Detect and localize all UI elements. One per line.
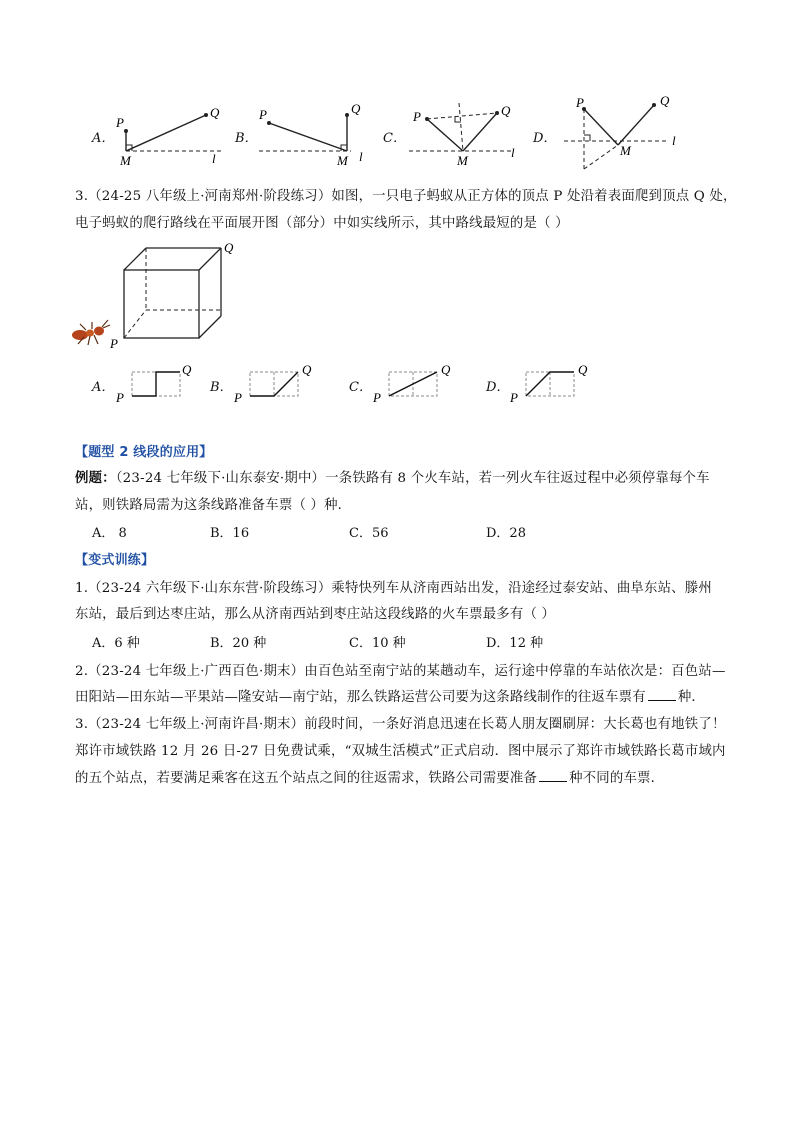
- line-l-label: l: [511, 145, 515, 160]
- q3-option-d-figure: [506, 362, 596, 404]
- point-p-label: P: [373, 390, 381, 404]
- example-line1: [75, 467, 710, 486]
- q3-option-c-figure: [369, 362, 459, 404]
- variant3-line3-text: 的五个站点，若要满足乘客在这五个站点之间的往返需求，铁路公司需要准备: [75, 771, 538, 786]
- cube-point-p-label: P: [110, 336, 118, 351]
- q3-stem-line1: 3.（24-25 八年级上·河南郑州·阶段练习）如图，一只电子蚂蚁从正方体的顶点 P 处沿着表面爬到顶点 Q 处，: [75, 189, 737, 204]
- point-p-label: P: [576, 95, 584, 110]
- q2-option-b-label: B．: [235, 131, 258, 146]
- point-p-label: P: [116, 115, 124, 130]
- point-p-label: P: [234, 390, 242, 404]
- variant-header: 【变式训练】: [75, 553, 155, 568]
- variant2-line2: [75, 686, 705, 705]
- example-option-d: D．28: [486, 526, 526, 541]
- line-l-label: l: [672, 133, 676, 148]
- example-text: （23-24 七年级下·山东泰安·期中）一条铁路有 8 个火车站，若一列火车往返过程中必须停靠每个车: [115, 471, 710, 486]
- q3-option-a-figure: [112, 362, 192, 404]
- point-q-label: Q: [302, 362, 312, 377]
- variant3-line3: [75, 767, 664, 786]
- variant2-line1: 2.（23-24 七年级上·广西百色·期末）由百色站至南宁站的某趟动车，运行途中停靠的车站依次是：百色站—: [75, 664, 726, 679]
- answer-blank: [648, 689, 676, 701]
- point-q-label: Q: [660, 95, 670, 108]
- point-q-label: Q: [182, 362, 192, 377]
- variant1-option-b: B．20 种: [210, 636, 267, 651]
- line-l-label: l: [212, 151, 216, 166]
- point-m-label: M: [620, 143, 631, 158]
- variant1-line2: 东站，最后到达枣庄站，那么从济南西站到枣庄站这段线路的火车票最多有（ ）: [75, 607, 556, 622]
- point-p-label: P: [413, 109, 421, 124]
- q3-options-row: [0, 360, 794, 408]
- variant1-option-a: A．6 种: [92, 636, 140, 651]
- variant3-line2: 郑许市域铁路 12 月 26 日-27 日免费试乘，“双城生活模式”正式启动．图中展示了郑许市域铁路长葛市域内: [75, 744, 726, 759]
- answer-blank: [539, 770, 567, 782]
- point-p-label: P: [116, 390, 124, 404]
- variant1-option-d: D．12 种: [486, 636, 544, 651]
- example-label: 例题：: [75, 471, 116, 486]
- q3-option-b-figure: [230, 362, 320, 404]
- example-option-a: A． 8: [92, 526, 127, 541]
- section-header: 【题型 2 线段的应用】: [75, 445, 213, 460]
- point-q-label: Q: [441, 362, 451, 377]
- q2-option-a-figure: [112, 103, 227, 168]
- point-q-label: Q: [351, 103, 361, 116]
- q3-cube-figure: [66, 238, 246, 353]
- q2-option-c-figure: [403, 97, 528, 169]
- q2-option-a-label: A．: [92, 131, 115, 146]
- q2-option-c-label: C．: [383, 131, 406, 146]
- variant3-line3-end: 种不同的车票．: [569, 771, 665, 786]
- q3-option-a-label: A．: [92, 380, 115, 395]
- example-option-b: B．16: [210, 526, 250, 541]
- variant3-line1: 3.（23-24 七年级上·河南许昌·期末）前段时间，一条好消息迅速在长葛人朋友圈刷屏：大长葛也有地铁了！: [75, 717, 726, 732]
- line-l-label: l: [359, 149, 363, 164]
- variant2-line2-end: 种．: [677, 690, 705, 705]
- cube-point-q-label: Q: [224, 240, 234, 255]
- point-q-label: Q: [210, 105, 220, 120]
- q3-option-c-label: C．: [349, 380, 372, 395]
- q2-options-row: [0, 95, 794, 175]
- variant1-option-c: C．10 种: [349, 636, 406, 651]
- point-p-label: P: [259, 107, 267, 122]
- example-line2: 站，则铁路局需为这条线路准备车票（ ）种．: [75, 498, 352, 513]
- variant2-line2-text: 田阳站—田东站—平果站—隆安站—南宁站，那么铁路运营公司要为这条路线制作的往返车票有: [75, 690, 646, 705]
- point-m-label: M: [337, 153, 348, 168]
- point-m-label: M: [120, 153, 131, 168]
- ant-icon: [72, 320, 110, 345]
- q2-option-d-figure: [556, 95, 686, 173]
- q3-option-d-label: D．: [486, 380, 510, 395]
- point-m-label: M: [457, 153, 468, 168]
- q2-option-d-label: D．: [533, 131, 557, 146]
- point-q-label: Q: [578, 362, 588, 377]
- q3-stem-line2: 电子蚂蚁的爬行路线在平面展开图（部分）中如实线所示，其中路线最短的是（ ）: [75, 216, 569, 231]
- variant1-line1: 1.（23-24 六年级下·山东东营·阶段练习）乘特快列车从济南西站出发，沿途经过泰安站、曲阜东站、滕州: [75, 581, 712, 596]
- example-option-c: C．56: [349, 526, 389, 541]
- point-p-label: P: [510, 390, 518, 404]
- q3-option-b-label: B．: [210, 380, 233, 395]
- q2-option-b-figure: [255, 103, 370, 168]
- point-q-label: Q: [501, 103, 511, 118]
